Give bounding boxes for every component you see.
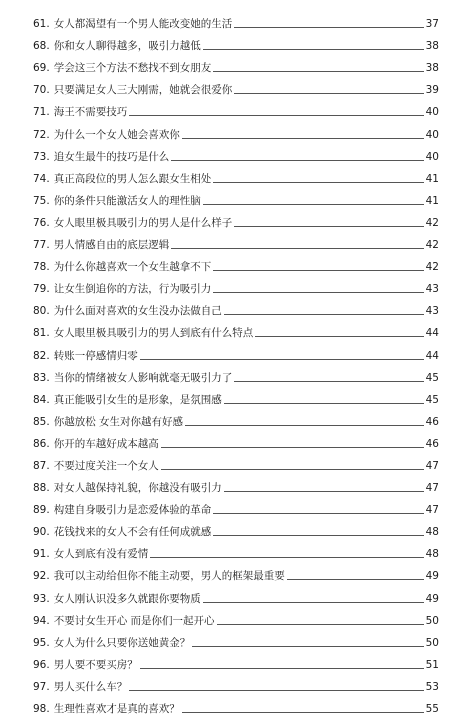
toc-entry-page-number: 43 bbox=[425, 283, 439, 296]
toc-entry[interactable] bbox=[0, 164, 460, 186]
toc-entry-page-number: 45 bbox=[425, 393, 439, 406]
toc-entry-number: 90. bbox=[33, 526, 50, 539]
toc-entry-title: 不要讨女生开心 而是你们一起开心 bbox=[53, 614, 215, 627]
toc-entry-page-number: 47 bbox=[425, 459, 439, 472]
toc-entry[interactable] bbox=[0, 230, 460, 252]
toc-entry-title: 女人都渴望有一个男人能改变她的生活 bbox=[53, 18, 233, 31]
toc-entry-page-number: 42 bbox=[425, 261, 439, 274]
toc-entry-number: 86. bbox=[33, 437, 50, 450]
toc-dot-leader bbox=[203, 602, 424, 603]
toc-entry[interactable] bbox=[0, 208, 460, 230]
toc-dot-leader bbox=[150, 557, 423, 558]
toc-entry-title: 真正高段位的男人怎么跟女生相处 bbox=[53, 172, 212, 185]
toc-dot-leader bbox=[234, 93, 423, 94]
toc-entry-page-number: 41 bbox=[425, 172, 439, 185]
toc-dot-leader bbox=[213, 270, 423, 271]
toc-entry[interactable] bbox=[0, 31, 460, 53]
toc-dot-leader bbox=[140, 359, 424, 360]
toc-dot-leader bbox=[213, 513, 423, 514]
toc-entry-page-number: 46 bbox=[425, 437, 439, 450]
toc-dot-leader bbox=[234, 27, 423, 28]
toc-entry-page-number: 50 bbox=[425, 614, 439, 627]
toc-entry-title: 不要过度关注一个女人 bbox=[53, 459, 159, 472]
toc-entry-page-number: 40 bbox=[425, 150, 439, 163]
toc-entry[interactable] bbox=[0, 650, 460, 672]
toc-entry-number: 74. bbox=[33, 172, 50, 185]
toc-entry[interactable] bbox=[0, 274, 460, 296]
toc-entry[interactable] bbox=[0, 495, 460, 517]
toc-entry-page-number: 51 bbox=[425, 658, 439, 671]
toc-dot-leader bbox=[185, 425, 424, 426]
toc-entry[interactable] bbox=[0, 517, 460, 539]
toc-entry-title: 你和女人聊得越多，吸引力越低 bbox=[53, 40, 201, 53]
toc-entry-number: 72. bbox=[33, 128, 50, 141]
toc-entry-title: 女人眼里极具吸引力的男人是什么样子 bbox=[53, 216, 233, 229]
toc-entry[interactable] bbox=[0, 318, 460, 340]
toc-entry-number: 80. bbox=[33, 305, 50, 318]
toc-entry-title: 转账一停感情归零 bbox=[53, 349, 138, 362]
toc-entry-number: 98. bbox=[33, 703, 50, 715]
toc-dot-leader bbox=[140, 668, 424, 669]
toc-entry-number: 70. bbox=[33, 84, 50, 97]
toc-entry-title: 真正能吸引女生的是形象，是氛围感 bbox=[53, 393, 222, 406]
toc-entry-page-number: 47 bbox=[425, 482, 439, 495]
toc-entry-page-number: 38 bbox=[425, 62, 439, 75]
toc-entry-number: 84. bbox=[33, 393, 50, 406]
toc-dot-leader bbox=[203, 204, 424, 205]
toc-entry-page-number: 40 bbox=[425, 106, 439, 119]
toc-dot-leader bbox=[213, 182, 423, 183]
toc-entry-number: 94. bbox=[33, 614, 50, 627]
toc-entry-page-number: 39 bbox=[425, 84, 439, 97]
toc-entry[interactable] bbox=[0, 9, 460, 31]
toc-entry-page-number: 48 bbox=[425, 526, 439, 539]
toc-entry-number: 97. bbox=[33, 680, 50, 693]
toc-dot-leader bbox=[129, 690, 423, 691]
toc-entry-title: 为什么一个女人她会喜欢你 bbox=[53, 128, 180, 141]
toc-entry-title: 对女人越保持礼貌，你越没有吸引力 bbox=[53, 482, 222, 495]
toc-entry-title: 女人到底有没有爱情 bbox=[53, 548, 149, 561]
toc-dot-leader bbox=[213, 535, 423, 536]
toc-entry-title: 女人为什么只要你送她黄金？ bbox=[53, 636, 191, 649]
toc-dot-leader bbox=[171, 248, 423, 249]
toc-entry-page-number: 46 bbox=[425, 415, 439, 428]
toc-entry[interactable] bbox=[0, 407, 460, 429]
toc-dot-leader bbox=[234, 381, 423, 382]
toc-dot-leader bbox=[213, 71, 423, 72]
toc-entry[interactable] bbox=[0, 119, 460, 141]
toc-entry-page-number: 42 bbox=[425, 216, 439, 229]
toc-entry-number: 76. bbox=[33, 216, 50, 229]
toc-entry-title: 女人刚认识没多久就跟你要物质 bbox=[53, 592, 201, 605]
toc-entry[interactable] bbox=[0, 363, 460, 385]
toc-entry-title: 学会这三个方法不愁找不到女朋友 bbox=[53, 62, 212, 75]
toc-entry-title: 我可以主动给但你不能主动要，男人的框架最重要 bbox=[53, 570, 285, 583]
toc-entry-number: 89. bbox=[33, 504, 50, 517]
toc-entry-title: 为什么面对喜欢的女生没办法做自己 bbox=[53, 305, 222, 318]
toc-entry[interactable] bbox=[0, 672, 460, 694]
toc-entry-page-number: 49 bbox=[425, 592, 439, 605]
toc-dot-leader bbox=[161, 447, 424, 448]
toc-entry-number: 92. bbox=[33, 570, 50, 583]
toc-entry-number: 91. bbox=[33, 548, 50, 561]
toc-entry[interactable] bbox=[0, 583, 460, 605]
toc-entry-page-number: 44 bbox=[425, 327, 439, 340]
toc-entry-number: 68. bbox=[33, 40, 50, 53]
toc-entry[interactable] bbox=[0, 53, 460, 75]
toc-entry-title: 构建自身吸引力是恋爱体验的革命 bbox=[53, 504, 212, 517]
toc-entry-title: 只要满足女人三大刚需，她就会很爱你 bbox=[53, 84, 233, 97]
toc-dot-leader bbox=[161, 469, 424, 470]
toc-entry[interactable] bbox=[0, 186, 460, 208]
toc-entry-number: 95. bbox=[33, 636, 50, 649]
toc-entry-number: 77. bbox=[33, 239, 50, 252]
toc-entry-page-number: 38 bbox=[425, 40, 439, 53]
toc-entry-page-number: 37 bbox=[425, 18, 439, 31]
toc-entry-page-number: 55 bbox=[425, 703, 439, 715]
toc-entry-page-number: 42 bbox=[425, 239, 439, 252]
toc-entry[interactable] bbox=[0, 539, 460, 561]
toc-entry[interactable] bbox=[0, 694, 460, 716]
toc-entry-title: 你开的车越好成本越高 bbox=[53, 437, 159, 450]
toc-entry-title: 男人情感自由的底层逻辑 bbox=[53, 239, 170, 252]
toc-entry-number: 69. bbox=[33, 62, 50, 75]
toc-entry-title: 为什么你越喜欢一个女生越拿不下 bbox=[53, 261, 212, 274]
toc-entry-page-number: 44 bbox=[425, 349, 439, 362]
toc-entry-number: 85. bbox=[33, 415, 50, 428]
toc-entry-page-number: 40 bbox=[425, 128, 439, 141]
toc-entry-title: 让女生倒追你的方法，行为吸引力 bbox=[53, 283, 212, 296]
toc-entry-page-number: 48 bbox=[425, 548, 439, 561]
toc-dot-leader bbox=[287, 579, 424, 580]
toc-entry-title: 男人买什么车？ bbox=[53, 680, 128, 693]
toc-dot-leader bbox=[192, 646, 423, 647]
toc-entry[interactable] bbox=[0, 429, 460, 451]
toc-entry[interactable] bbox=[0, 296, 460, 318]
toc-dot-leader bbox=[234, 226, 423, 227]
toc-dot-leader bbox=[129, 115, 423, 116]
toc-entry[interactable] bbox=[0, 606, 460, 628]
toc-entry-page-number: 43 bbox=[425, 305, 439, 318]
toc-entry[interactable] bbox=[0, 340, 460, 362]
toc-entry-title: 海王不需要技巧 bbox=[53, 106, 128, 119]
toc-entry[interactable] bbox=[0, 561, 460, 583]
toc-entry-title: 追女生最牛的技巧是什么 bbox=[53, 150, 170, 163]
toc-entry[interactable] bbox=[0, 451, 460, 473]
toc-entry-number: 71. bbox=[33, 106, 50, 119]
toc-entry-page-number: 49 bbox=[425, 570, 439, 583]
toc-entry-number: 83. bbox=[33, 371, 50, 384]
toc-entry-page-number: 50 bbox=[425, 636, 439, 649]
toc-entry-page-number: 41 bbox=[425, 194, 439, 207]
toc-dot-leader bbox=[224, 403, 424, 404]
toc-entry-number: 75. bbox=[33, 194, 50, 207]
toc-entry-title: 花钱找来的女人不会有任何成就感 bbox=[53, 526, 212, 539]
toc-dot-leader bbox=[213, 292, 423, 293]
toc-entry-number: 82. bbox=[33, 349, 50, 362]
toc-entry-number: 88. bbox=[33, 482, 50, 495]
toc-entry-number: 61. bbox=[33, 18, 50, 31]
toc-entry-title: 女人眼里极具吸引力的男人到底有什么特点 bbox=[53, 327, 254, 340]
toc-dot-leader bbox=[182, 138, 424, 139]
toc-entry[interactable] bbox=[0, 97, 460, 119]
toc-entry-page-number: 53 bbox=[425, 680, 439, 693]
toc-entry-title: 你的条件只能激活女人的理性脑 bbox=[53, 194, 201, 207]
toc-dot-leader bbox=[224, 314, 424, 315]
toc-entry-page-number: 45 bbox=[425, 371, 439, 384]
toc-dot-leader bbox=[224, 491, 424, 492]
toc-dot-leader bbox=[182, 712, 424, 713]
toc-entry-title: 当你的情绪被女人影响就毫无吸引力了 bbox=[53, 371, 233, 384]
toc-entry[interactable] bbox=[0, 75, 460, 97]
toc-dot-leader bbox=[203, 49, 424, 50]
toc-entry[interactable] bbox=[0, 142, 460, 164]
toc-entry[interactable] bbox=[0, 473, 460, 495]
toc-dot-leader bbox=[171, 160, 423, 161]
toc-dot-leader bbox=[217, 624, 424, 625]
toc-entry-number: 96. bbox=[33, 658, 50, 671]
toc-entry-number: 81. bbox=[33, 327, 50, 340]
toc-entry-number: 73. bbox=[33, 150, 50, 163]
toc-entry-title: 生理性喜欢才是真的喜欢？ bbox=[53, 703, 180, 715]
toc-entry-title: 你越放松 女生对你越有好感 bbox=[53, 415, 184, 428]
toc-entry-title: 男人要不要买房？ bbox=[53, 658, 138, 671]
toc-entry-number: 78. bbox=[33, 261, 50, 274]
toc-entry[interactable] bbox=[0, 252, 460, 274]
toc-dot-leader bbox=[255, 336, 423, 337]
toc-entry-number: 87. bbox=[33, 459, 50, 472]
toc-entry-number: 93. bbox=[33, 592, 50, 605]
toc-entry-page-number: 47 bbox=[425, 504, 439, 517]
toc-entry[interactable] bbox=[0, 628, 460, 650]
toc-entry-number: 79. bbox=[33, 283, 50, 296]
toc-entry[interactable] bbox=[0, 385, 460, 407]
